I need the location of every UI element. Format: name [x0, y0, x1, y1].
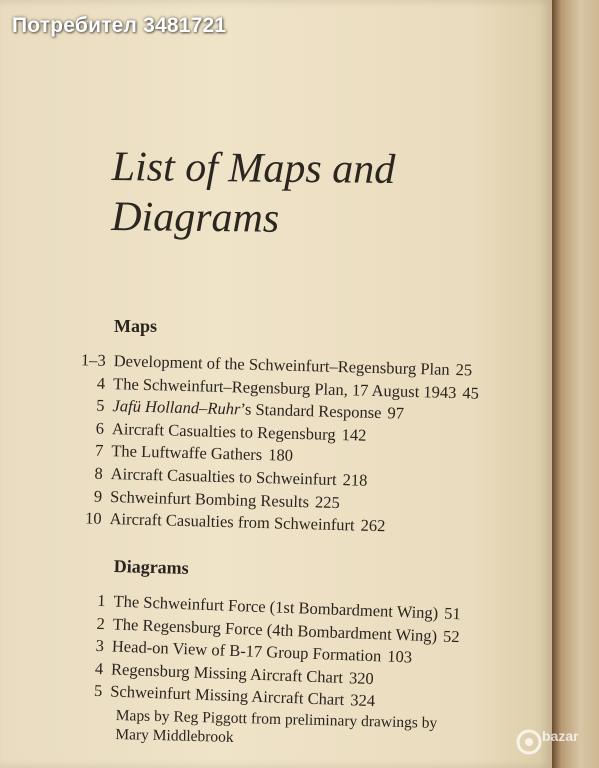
maps-item-page: 218 — [342, 470, 368, 490]
diagrams-list — [68, 590, 542, 720]
diagrams-item-page: 320 — [348, 667, 375, 688]
title-line-1: List of Maps and — [111, 143, 396, 193]
diagrams-item-title: Head-on View of B-17 Group Formation — [111, 636, 382, 666]
diagrams-heading: Diagrams — [113, 556, 189, 578]
maps-item-title: The Luftwaffe Gathers — [111, 441, 263, 465]
diagrams-item-page: 103 — [386, 646, 413, 667]
maps-item-page: 262 — [360, 515, 386, 536]
diagrams-item-page: 51 — [443, 603, 462, 624]
diagrams-item-title: The Regensburg Force (4th Bombardment Wing) — [112, 614, 438, 645]
maps-item-title: Development of the Schweinfurt–Regensburg Plan — [113, 351, 450, 379]
diagrams-item-page: 324 — [349, 690, 376, 711]
maps-item-title: The Schweinfurt–Regensburg Plan, 17 August 1943 — [112, 373, 457, 402]
title-line-2: Diagrams — [110, 193, 280, 242]
diagrams-item-number: 3 — [95, 636, 105, 656]
maps-item-number: 7 — [94, 441, 104, 461]
diagrams-item-number: 5 — [93, 681, 103, 701]
map-credit — [115, 706, 437, 752]
maps-item-title-italic: Jafü Holland–Ruhr — [112, 396, 241, 419]
maps-item-title-rest: ’s Standard Response — [240, 399, 382, 423]
diagrams-item-title: Regensburg Missing Aircraft Chart — [110, 659, 344, 687]
maps-item-page: 225 — [314, 491, 341, 512]
maps-item-title: Aircraft Casualties to Schweinfurt — [110, 464, 337, 489]
bazar-logo-text: bazar — [542, 728, 579, 744]
maps-item-title: Aircraft Casualties from Schweinfurt — [109, 509, 355, 535]
diagrams-item-number: 2 — [96, 613, 106, 633]
maps-item-number: 5 — [96, 395, 105, 416]
maps-item-number: 10 — [84, 508, 102, 528]
diagrams-item-title: Schweinfurt Missing Aircraft Chart — [109, 681, 345, 710]
map-credit-line-2: Mary Middlebrook — [115, 725, 234, 746]
facing-page-edge — [552, 0, 599, 768]
maps-item-page: 25 — [455, 360, 473, 380]
maps-item-number: 9 — [93, 486, 103, 506]
maps-item-page: 45 — [462, 382, 480, 403]
map-credit-line-1: Maps by Reg Piggott from preliminary drawings by — [115, 706, 438, 732]
maps-item-number: 6 — [95, 418, 105, 438]
maps-item-page: 97 — [387, 403, 405, 423]
maps-item-page: 180 — [267, 445, 294, 466]
maps-item-number: 8 — [94, 463, 104, 483]
diagrams-item-title: The Schweinfurt Force (1st Bombardment Wing) — [113, 591, 439, 623]
maps-item-number: 4 — [96, 373, 106, 393]
maps-item-title: Schweinfurt Bombing Results — [109, 486, 310, 511]
maps-item-page: 142 — [341, 424, 367, 445]
diagrams-item-page: 52 — [442, 626, 460, 646]
maps-heading: Maps — [114, 316, 158, 336]
uploader-watermark: Потребител 3481721 — [12, 14, 227, 37]
maps-list — [67, 350, 542, 543]
maps-item-title: Aircraft Casualties to Regensburg — [111, 418, 336, 444]
page-title — [111, 142, 396, 245]
diagrams-item-number: 4 — [94, 658, 104, 678]
diagrams-item-number: 1 — [97, 590, 106, 611]
maps-item-number: 1–3 — [80, 350, 106, 370]
